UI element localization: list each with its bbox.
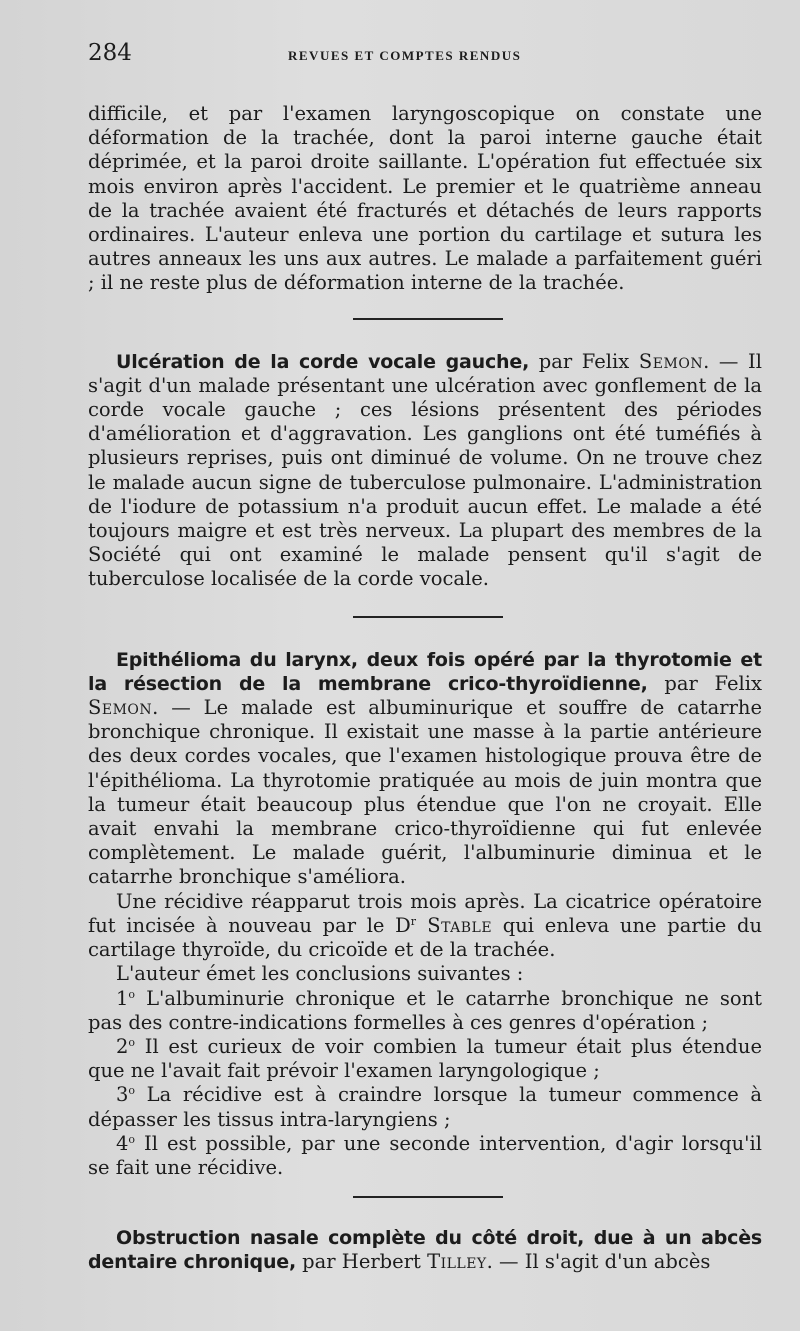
conclusions-intro: L'auteur émet les conclusions suivantes : [116, 962, 524, 986]
article-by: par Felix [529, 349, 639, 373]
article-by: par Herbert [295, 1250, 428, 1274]
section-divider [353, 318, 503, 320]
article-author: Tilley [427, 1250, 487, 1274]
conclusion-number: 1 [116, 986, 129, 1010]
conclusion-number: 3 [116, 1083, 129, 1107]
article-author: Semon [638, 349, 704, 373]
article-epithelioma [88, 648, 762, 1180]
conclusion-text: Il est curieux de voir combien la tumeur était plus étendue que ne l'avait fait prévoir l'examen laryngologique ; [88, 1034, 762, 1083]
ordinal-mark: o [128, 987, 136, 1001]
ordinal-mark: o [128, 1132, 136, 1146]
article-obstruction [88, 1226, 762, 1274]
article-body: . — Le malade est albuminurique et souffre de catarrhe bronchique chronique. Il existait une masse à la partie antérieure des deux cordes vocales, que l'examen histologique prouva être de l'épithélioma. La thyrotomie pratiquée au mois de juin montra que la tumeur était beaucoup plus étendue que l'on ne croyait. Elle avait envahi la membrane crico-thyroïdienne qui fut enlevée complètement. Le malade guérit, l'albuminurie diminua et le catarrhe bronchique s'améliora. [88, 696, 762, 889]
ordinal-mark: o [128, 1084, 136, 1098]
article-body: . — Il s'agit d'un abcès [486, 1250, 711, 1274]
article-title: Ulcération de la corde vocale gauche, [116, 350, 530, 373]
conclusion-number: 2 [116, 1034, 129, 1058]
recidive-paragraph [88, 890, 762, 963]
article-paragraph [88, 648, 762, 890]
running-head: REVUES ET COMPTES RENDUS [288, 48, 522, 63]
continued-paragraph [88, 102, 762, 296]
article-title: Epithélioma du larynx, deux fois opéré par la thyrotomie et la résection de la membrane crico-thyroïdienne, [88, 648, 762, 695]
paragraph-text: difficile, et par l'examen laryngoscopique on constate une déformation de la trachée, dont la paroi interne gauche était déprimée, et la paroi droite saillante. L'opération fut effectuée six mois environ après l'accident. Le premier et le quatrième anneau de la trachée avaient été fracturés et détachés de leurs rapports ordinaires. L'auteur enleva une portion du cartilage et sutura les autres anneaux les uns aux autres. Le malade a parfaitement guéri ; il ne reste plus de déformation interne de la trachée. [88, 102, 762, 295]
ordinal-mark: o [128, 1035, 136, 1049]
article-paragraph [88, 350, 762, 592]
surgeon-name: Stable [416, 913, 493, 937]
conclusion-item [88, 987, 762, 1035]
section-divider [353, 616, 503, 618]
article-ulceration [88, 350, 762, 592]
conclusion-item [88, 1083, 762, 1131]
article-body: . — Il s'agit d'un malade présentant une ulcération avec gonflement de la corde vocale gauche ; ces lésions présentent des périodes d'amélioration et d'aggravation. Les ganglions ont été tuméfiés à plusieurs reprises, puis ont diminué de volume. On ne trouve chez le malade aucun signe de tuberculose pulmonaire. L'administration de l'iodure de potassium n'a produit aucun effet. Le malade a été toujours maigre et est très nerveux. La plupart des membres de la Société qui ont examiné le malade pensent qu'il s'agit de tuberculose localisée de la corde vocale. [88, 349, 762, 591]
recidive-text: Une récidive réapparut trois mois après. La cicatrice opératoire fut incisée à nouveau par le D [88, 889, 762, 937]
conclusion-item [88, 1035, 762, 1083]
article-by: par Felix [647, 671, 762, 695]
conclusion-text: L'albuminurie chronique et le catarrhe bronchique ne sont pas des contre-indications formelles à ces genres d'opération ; [88, 986, 762, 1034]
article-title: Obstruction nasale complète du côté droit, due à un abcès dentaire chronique, [88, 1227, 762, 1274]
conclusion-number: 4 [116, 1131, 129, 1155]
page-header [88, 40, 762, 80]
section-divider [353, 1196, 503, 1198]
recidive-text: qui enleva une partie du cartilage thyroïde, du cricoïde et de la trachée. [88, 913, 762, 962]
conclusion-text: Il est possible, par une seconde intervention, d'agir lorsqu'il se fait une récidive. [88, 1131, 762, 1179]
page-number: 284 [88, 40, 132, 66]
conclusion-item [88, 1132, 762, 1180]
article-paragraph [88, 1226, 762, 1274]
conclusion-text: La récidive est à craindre lorsque la tumeur commence à dépasser les tissus intra-laryngiens ; [88, 1083, 762, 1131]
doctor-abbrev: r [410, 914, 417, 928]
article-author: Semon [88, 696, 153, 720]
